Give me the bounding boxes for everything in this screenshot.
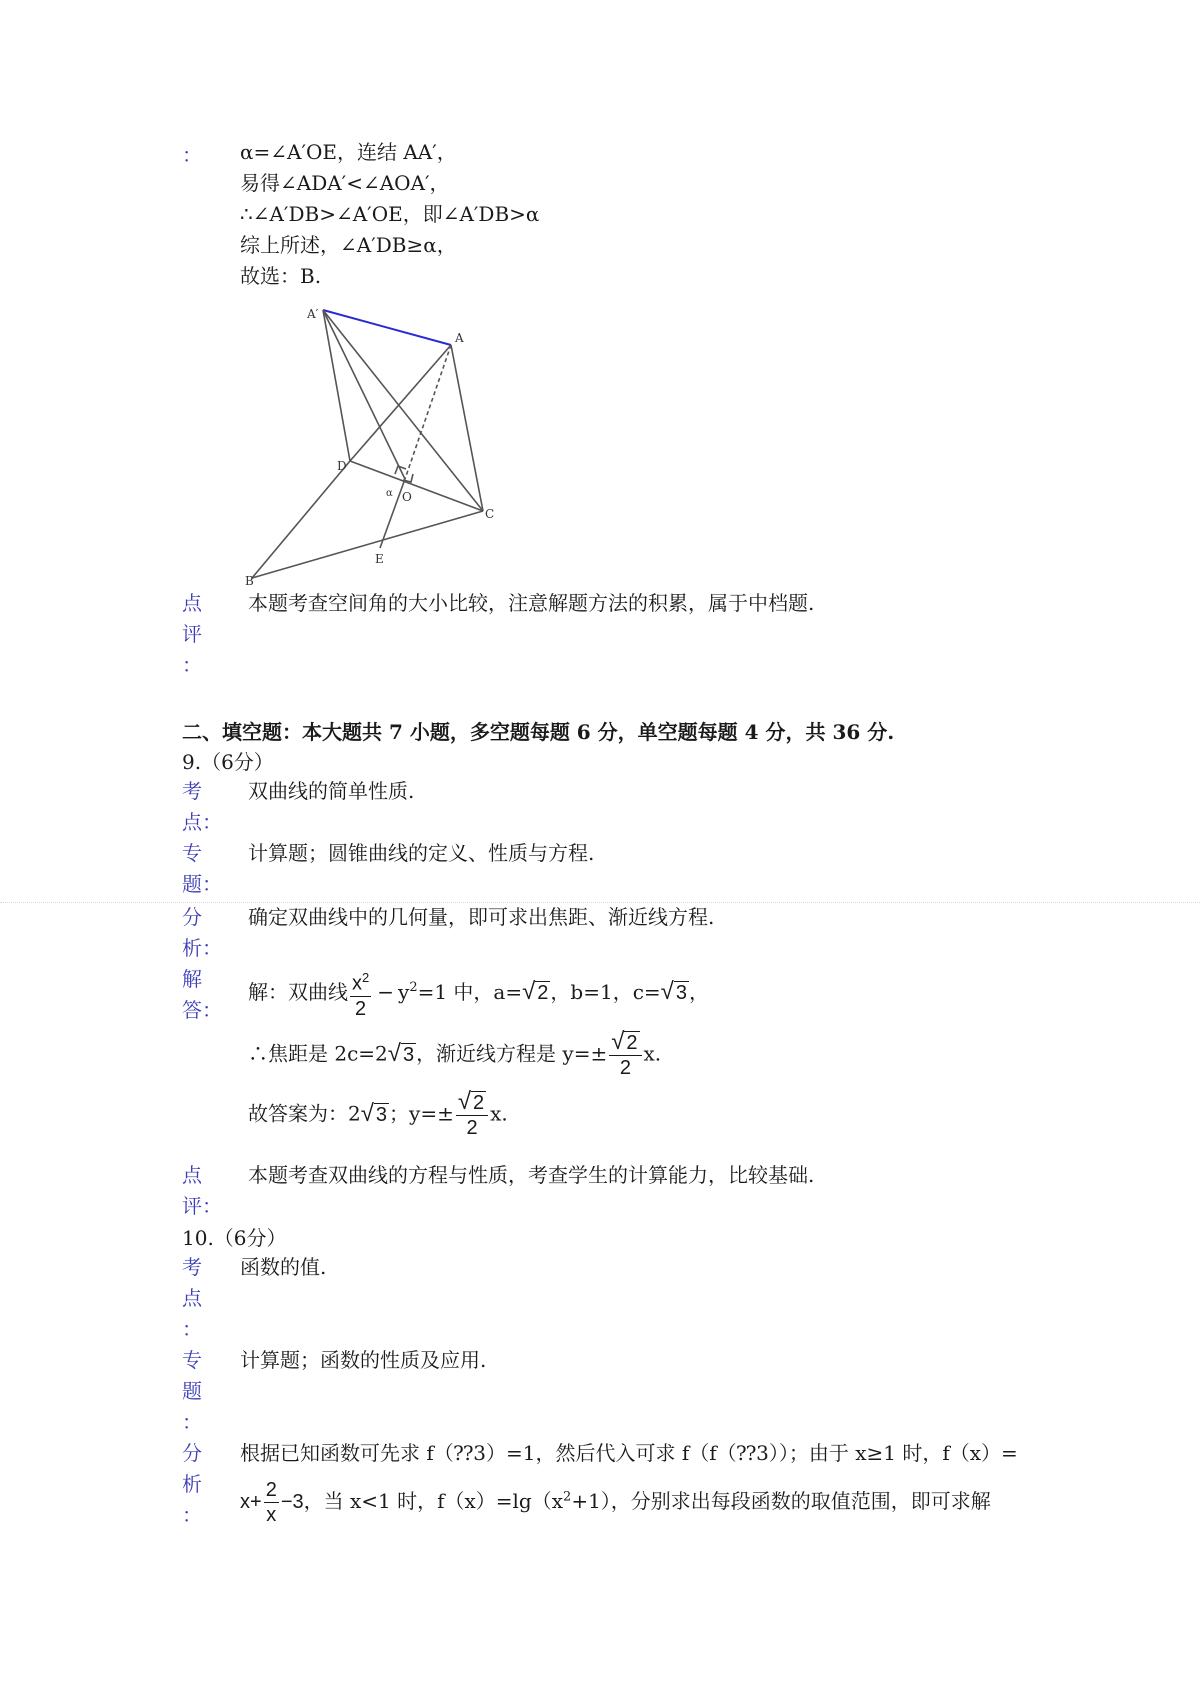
label-e: E <box>375 552 384 566</box>
fenxi-line-2 <box>240 1478 991 1527</box>
kaodian-label <box>182 1252 212 1345</box>
label-char: ： <box>182 653 202 677</box>
text-fragment: ；y=± <box>389 1101 454 1126</box>
label-a: A <box>455 331 464 345</box>
text-fragment: 故答案为：2 <box>248 1101 361 1126</box>
fenxi-text: 确定双曲线中的几何量，即可求出焦距、渐近线方程. <box>248 905 715 929</box>
comment-label <box>182 588 212 681</box>
label-char: 评： <box>182 1194 222 1218</box>
sqrt-expression: √ 2 <box>522 977 549 1005</box>
label-char: 析： <box>182 936 222 960</box>
label-char: ： <box>182 1410 202 1434</box>
exponent: 2 <box>409 980 418 996</box>
label-char: 点 <box>182 591 202 615</box>
kaodian-label <box>182 776 222 838</box>
text-fragment: +1），分别求出每段函数的取值范围，即可求解 <box>571 1489 991 1513</box>
zhuanti-text: 计算题；函数的性质及应用. <box>240 1348 487 1372</box>
zhuanti-text: 计算题；圆锥曲线的定义、性质与方程. <box>248 841 595 865</box>
fenxi-line-1: 根据已知函数可先求 f（⁇3）=1，然后代入可求 f（f（⁇3））；由于 x≥1 时，f（x）= <box>240 1441 1018 1465</box>
fenxi-label <box>182 902 222 964</box>
text-fragment: =1 中，a= <box>417 979 523 1004</box>
frac-numerator: x <box>352 972 362 995</box>
exponent: 2 <box>563 1489 572 1505</box>
zhuanti-label <box>182 1345 212 1438</box>
label-o: O <box>402 490 412 504</box>
answer-line-1 <box>248 966 709 1021</box>
minus-sign: − <box>377 979 394 1004</box>
label-char: 专 <box>182 1348 202 1372</box>
answer-line-3 <box>248 1090 508 1140</box>
label-alpha: α <box>386 488 393 499</box>
label-char: 分 <box>182 905 202 929</box>
label-char: 题： <box>182 872 222 896</box>
sqrt-expression: √ 3 <box>387 1039 415 1067</box>
geometry-figure <box>240 300 500 590</box>
answer-line-2 <box>248 1030 661 1080</box>
frac-denominator: 2 <box>466 1117 478 1139</box>
text-fragment: x. <box>490 1101 508 1126</box>
fraction <box>264 1478 279 1527</box>
label-char: 答： <box>182 998 222 1022</box>
label-b: B <box>245 574 254 588</box>
dianping-label <box>182 1160 222 1222</box>
solution-line: 故选：B. <box>240 264 322 288</box>
text-fragment: ， <box>688 979 709 1004</box>
sqrt-expression: √ 2 <box>457 1088 485 1115</box>
text-fragment: ，b=1，c= <box>550 979 661 1004</box>
sqrt-expression: √ 3 <box>660 977 687 1005</box>
text-fragment: ，当 x<1 时，f（x）=lg（x <box>303 1489 564 1513</box>
solution-colon-label <box>182 140 212 171</box>
fraction <box>350 966 371 1021</box>
text-fragment: x+ <box>240 1491 262 1513</box>
frac-denominator: 2 <box>619 1057 631 1079</box>
radicand: 2 <box>626 1032 638 1054</box>
text-fragment: 解：双曲线 <box>248 979 348 1004</box>
label-char: 专 <box>182 841 202 865</box>
text-fragment: ∴焦距是 2c=2 <box>248 1041 388 1066</box>
label-char: 解 <box>182 967 202 991</box>
solution-line: 易得∠ADA′<∠AOA′， <box>240 171 450 195</box>
dianping-text: 本题考查双曲线的方程与性质，考查学生的计算能力，比较基础. <box>248 1163 815 1187</box>
label-c: C <box>485 507 495 521</box>
kaodian-text: 函数的值. <box>240 1255 327 1279</box>
radicand: 2 <box>537 981 549 1004</box>
radicand: 3 <box>675 981 687 1004</box>
sqrt-expression: √ 2 <box>611 1028 638 1055</box>
label-char: 点： <box>182 810 222 834</box>
text-fragment: −3 <box>280 1491 304 1513</box>
label-char: 分 <box>182 1441 202 1465</box>
fraction <box>609 1030 641 1080</box>
solution-line: α=∠A′OE，连结 AA′， <box>240 140 457 164</box>
label-char: 题 <box>182 1379 202 1403</box>
solution-line: ∴∠A′DB>∠A′OE，即∠A′DB>α <box>240 202 540 226</box>
section-heading: 二、填空题：本大题共 7 小题，多空题每题 6 分，单空题每题 4 分，共 36 分. <box>182 720 895 744</box>
label-char: ： <box>182 1317 202 1341</box>
jieda-label <box>182 964 222 1026</box>
fenxi-label <box>182 1438 212 1531</box>
radicand: 2 <box>473 1092 485 1114</box>
label-char: 点 <box>182 1163 202 1187</box>
question-number: 10.（6分） <box>182 1226 287 1250</box>
y-variable: y <box>398 979 410 1004</box>
label-char: 评 <box>182 622 202 646</box>
zhuanti-label <box>182 838 222 900</box>
label-a-prime: A′ <box>307 307 319 321</box>
radicand: 3 <box>375 1103 388 1126</box>
radicand: 3 <box>402 1043 415 1066</box>
comment-text: 本题考查空间角的大小比较，注意解题方法的积累，属于中档题. <box>248 591 815 615</box>
frac-denominator: 2 <box>355 997 367 1020</box>
frac-numerator: 2 <box>265 1479 277 1501</box>
label-char: 点 <box>182 1286 202 1310</box>
exponent: 2 <box>362 970 370 985</box>
text-fragment: x. <box>643 1041 662 1066</box>
label-char: ： <box>182 1503 202 1527</box>
question-number: 9.（6分） <box>182 750 274 774</box>
label-char: ： <box>182 143 202 167</box>
label-char: 考 <box>182 1255 202 1279</box>
label-char: 考 <box>182 779 202 803</box>
kaodian-text: 双曲线的简单性质. <box>248 779 415 803</box>
frac-denominator: x <box>266 1504 277 1526</box>
label-char: 析 <box>182 1472 202 1496</box>
fraction <box>456 1090 488 1140</box>
text-fragment: ，渐近线方程是 y=± <box>416 1041 608 1066</box>
solution-line: 综上所述，∠A′DB≥α， <box>240 233 457 257</box>
sqrt-expression: √ 3 <box>360 1099 388 1127</box>
label-d: D <box>337 459 347 473</box>
